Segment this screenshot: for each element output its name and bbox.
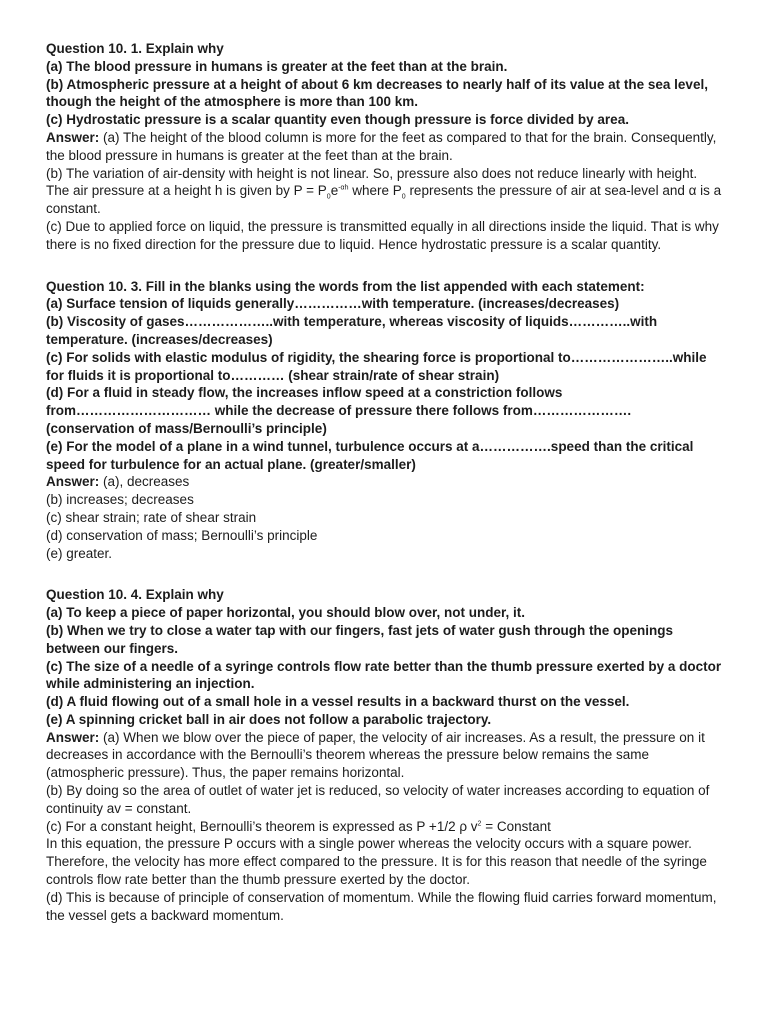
answer-b-text-4: represents the pressure of air at sea-level and α is a constant. [46,183,722,217]
question-part-b: (b) When we try to close a water tap with our fingers, fast jets of water gush through the openings between our fingers. [46,622,674,656]
answer-a [46,473,722,491]
answer-a-text: (a), decreases [99,474,190,490]
answer-b-superscript: -αh [338,184,349,192]
answer-d: (d) This is because of principle of conservation of momentum. While the flowing fluid carries forward momentum, the vessel gets a backward momentum. [46,889,717,923]
question-part-a: (a) To keep a piece of paper horizontal, you should blow over, not under, it. [46,605,526,621]
question-part-c: (c) For solids with elastic modulus of rigidity, the shearing force is proportional to…………………..while for fluids it is proportional to………… (shear strain/rate of shear strain) [46,349,707,383]
question-part-e: (e) A spinning cricket ball in air does not follow a parabolic trajectory. [46,711,492,727]
answer-a-text: (a) When we blow over the piece of paper, the velocity of air increases. As a result, the pressure on it decreases in accordance with the Bernoulli’s theorem whereas the pressure below remains the same (atmospheric pressure). Thus, the paper remains horizontal. [46,729,705,781]
answer-c-text-1: (c) For a constant height, Bernoulli’s theorem is expressed as P +1/2 ρ v [46,818,478,834]
question-part-a: (a) Surface tension of liquids generally……………with temperature. (increases/decreases) [46,296,620,312]
question-part-a: (a) The blood pressure in humans is greater at the feet than at the brain. [46,58,508,74]
question-10-1 [46,40,722,254]
answer-d: (d) conservation of mass; Bernoulli’s principle [46,527,318,543]
question-part-b: (b) Atmospheric pressure at a height of about 6 km decreases to nearly half of its value at the sea level, though the height of the atmosphere is more than 100 km. [46,76,708,110]
answer-c: (c) Due to applied force on liquid, the pressure is transmitted equally in all directions inside the liquid. That is why there is no fixed direction for the pressure due to liquid. Hence hydrostatic pressure is a scalar quantity. [46,218,719,252]
spacer [46,254,722,278]
answer-a [46,129,722,165]
answer-c-explanation: In this equation, the pressure P occurs with a single power whereas the velocity occurs with a square power. Therefore, the velocity has more effect compared to the pressure. It is for this reason that needle of the syringe controls flow rate better than the thumb pressure exerted by the doctor. [46,836,707,888]
answer-c-text-2: = Constant [481,818,551,834]
question-part-e: (e) For the model of a plane in a wind tunnel, turbulence occurs at a…………….speed than the critical speed for turbulence for an actual plane. (greater/smaller) [46,438,694,472]
question-title: Question 10. 3. Fill in the blanks using the words from the list appended with each statement: [46,278,645,294]
question-part-c: (c) The size of a needle of a syringe controls flow rate better than the thumb pressure exerted by a doctor while administering an injection. [46,658,722,692]
answer-b: (b) increases; decreases [46,492,194,508]
answer-b-subscript: 0 [326,194,331,202]
spacer [46,562,722,586]
answer-label: Answer: [46,474,100,490]
answer-e: (e) greater. [46,545,113,561]
answer-b-text-2: e [330,183,339,199]
question-part-d: (d) A fluid flowing out of a small hole in a vessel results in a backward thurst on the vessel. [46,694,630,710]
answer-c-superscript: 2 [477,820,482,828]
answer-b-subscript-2: 0 [401,194,406,202]
question-10-4 [46,586,722,924]
question-part-d: (d) For a fluid in steady flow, the increases inflow speed at a constriction follows from………………………… while the decrease of pressure there follows from…………………. (conservation of mass/Bernoulli’s principle) [46,385,632,436]
answer-b [46,165,722,218]
answer-label: Answer: [46,729,100,745]
answer-a-text: (a) The height of the blood column is more for the feet as compared to that for the brain. Consequently, the blood pressure in humans is greater at the feet than at the brain. [46,129,717,163]
answer-c [46,818,722,836]
answer-a [46,729,722,782]
answer-b-text-1: (b) The variation of air-density with height is not linear. So, pressure also does not reduce linearly with height. The air pressure at a height h is given by P = P [46,165,698,199]
question-title: Question 10. 4. Explain why [46,587,224,603]
question-title: Question 10. 1. Explain why [46,41,224,56]
question-part-b: (b) Viscosity of gases………………..with temperature, whereas viscosity of liquids…………..with temperature. (increases/decreases) [46,314,658,347]
answer-b: (b) By doing so the area of outlet of water jet is reduced, so velocity of water increases according to equation of continuity av = constant. [46,783,710,816]
answer-label: Answer: [46,129,100,145]
question-part-c: (c) Hydrostatic pressure is a scalar quantity even though pressure is force divided by area. [46,112,629,128]
answer-c: (c) shear strain; rate of shear strain [46,509,257,525]
question-10-3 [46,278,722,563]
answer-b-text-3: where P [348,183,402,199]
